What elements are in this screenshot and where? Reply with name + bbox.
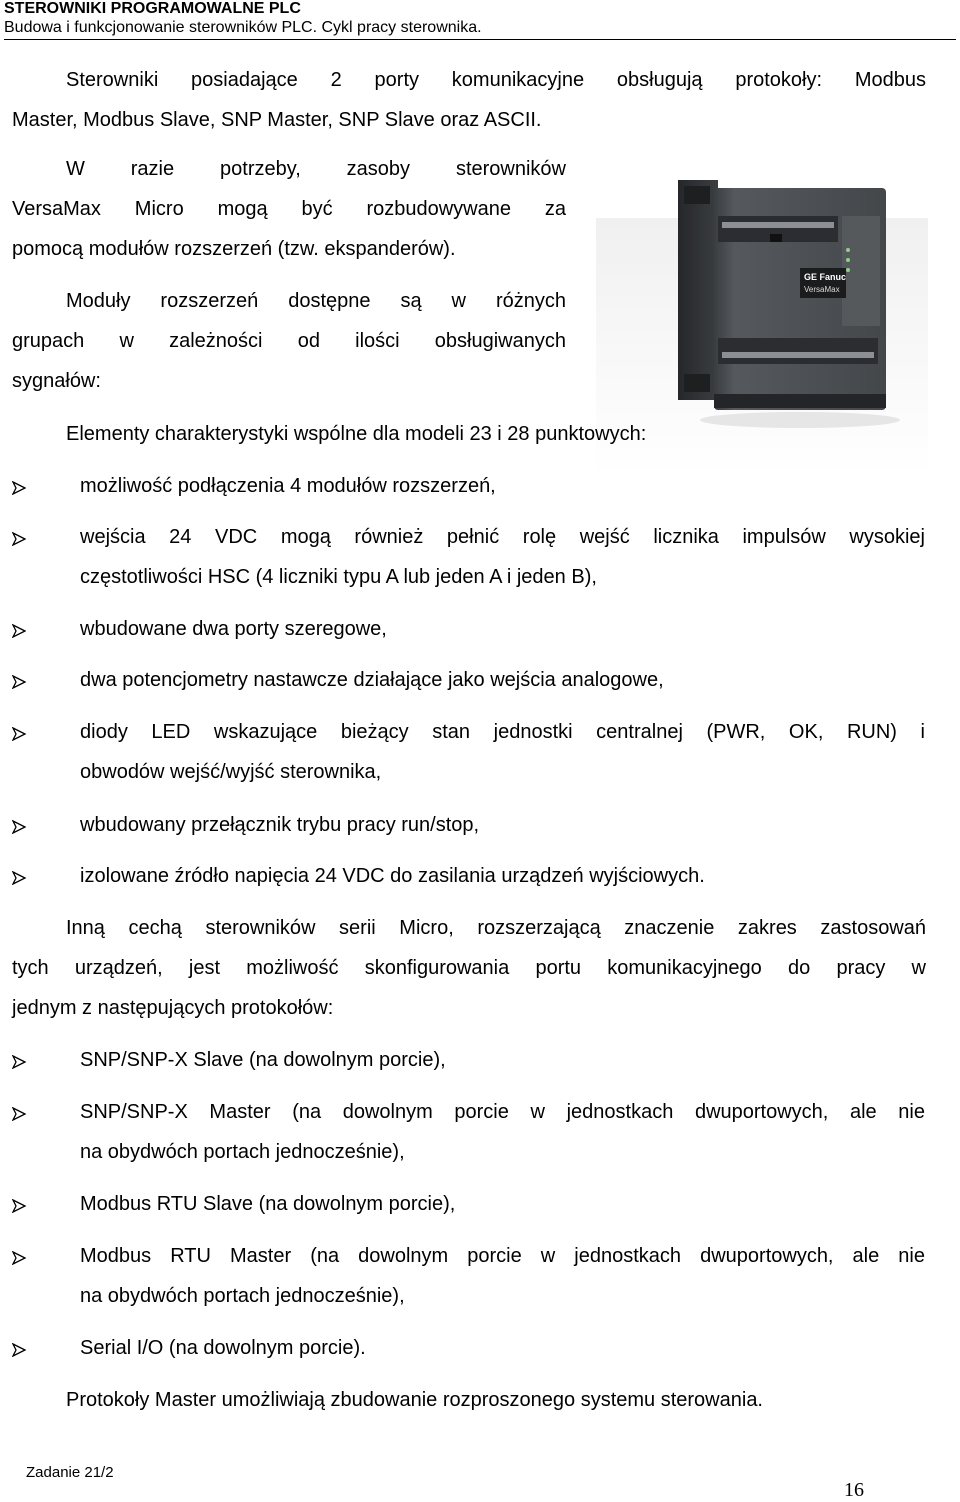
feature-item	[80, 712, 925, 792]
arrow-bullet-icon	[12, 871, 26, 885]
header-rule	[4, 39, 956, 40]
brand-label: GE Fanuc	[804, 272, 847, 282]
text-line: Master, Modbus Slave, SNP Master, SNP Slave oraz ASCII.	[12, 109, 542, 131]
arrow-bullet-icon	[12, 1055, 26, 1069]
text-line: izolowane źródło napięcia 24 VDC do zasilania urządzeń wyjściowych.	[80, 865, 705, 887]
protocol-item	[80, 1328, 925, 1368]
text-line: Modbus RTU Master (na dowolnym porcie w jednostkach dwuportowych, ale nie	[80, 1245, 925, 1267]
arrow-bullet-icon	[12, 727, 26, 741]
text-line: obwodów wejść/wyjść sterownika,	[80, 761, 382, 783]
text-line: częstotliwości HSC (4 liczniki typu A lub jeden A i jeden B),	[80, 566, 597, 588]
text-line: SNP/SNP-X Master (na dowolnym porcie w jednostkach dwuportowych, ale nie	[80, 1101, 925, 1123]
arrow-bullet-icon	[12, 624, 26, 638]
intro-paragraph-3	[12, 281, 566, 401]
protocol-item	[80, 1092, 925, 1172]
text-line: diody LED wskazujące bieżący stan jednostki centralnej (PWR, OK, RUN) i	[80, 721, 925, 743]
feature-item	[80, 660, 925, 700]
arrow-bullet-icon	[12, 1343, 26, 1357]
arrow-bullet-icon	[12, 481, 26, 495]
text-line: tych urządzeń, jest możliwość skonfigurowania portu komunikacyjnego do pracy w	[12, 957, 926, 979]
arrow-bullet-icon	[12, 1251, 26, 1265]
feature-item	[80, 856, 925, 896]
arrow-bullet-icon	[12, 1199, 26, 1213]
text-line: na obydwóch portach jednocześnie),	[80, 1141, 405, 1163]
footer-task-label: Zadanie 21/2	[26, 1464, 114, 1481]
text-line: na obydwóch portach jednocześnie),	[80, 1285, 405, 1307]
text-line: dwa potencjometry nastawcze działające jako wejścia analogowe,	[80, 669, 664, 691]
arrow-bullet-icon	[12, 820, 26, 834]
feature-item	[80, 517, 925, 597]
protocol-item	[80, 1040, 925, 1080]
text-line: sygnałów:	[12, 370, 101, 392]
text-line: VersaMax Micro mogą być rozbudowywane za	[12, 198, 566, 220]
feature-item	[80, 609, 925, 649]
arrow-bullet-icon	[12, 1107, 26, 1121]
text-line: Modbus RTU Slave (na dowolnym porcie),	[80, 1193, 456, 1215]
arrow-bullet-icon	[12, 532, 26, 546]
text-line: Serial I/O (na dowolnym porcie).	[80, 1337, 366, 1359]
page-number: 16	[844, 1479, 864, 1501]
header-title: STEROWNIKI PROGRAMOWALNE PLC	[4, 0, 301, 17]
header-subtitle: Budowa i funkcjonowanie sterowników PLC. Cykl pracy sterownika.	[4, 19, 482, 36]
arrow-bullet-icon	[12, 675, 26, 689]
features-heading: Elementy charakterystyki wspólne dla modeli 23 i 28 punktowych:	[66, 423, 647, 445]
feature-item	[80, 805, 925, 845]
intro-paragraph-1	[12, 60, 926, 140]
text-line: Inną cechą sterowników serii Micro, rozszerzającą znaczenie zakres zastosowań	[66, 917, 926, 939]
text-line: Moduły rozszerzeń dostępne są w różnych	[66, 290, 566, 312]
protocol-item	[80, 1236, 925, 1316]
text-line: SNP/SNP-X Slave (na dowolnym porcie),	[80, 1049, 446, 1071]
model-label: VersaMax	[804, 285, 840, 294]
intro-paragraph-2	[12, 149, 566, 269]
closing-paragraph: Protokoły Master umożliwiają zbudowanie rozproszonego systemu sterowania.	[66, 1389, 763, 1411]
text-line: wejścia 24 VDC mogą również pełnić rolę wejść licznika impulsów wysokiej	[80, 526, 925, 548]
protocols-intro-paragraph	[12, 908, 926, 1028]
text-line: Sterowniki posiadające 2 porty komunikacyjne obsługują protokoły: Modbus	[66, 69, 926, 91]
page-header	[4, 0, 482, 38]
text-line: W razie potrzeby, zasoby sterowników	[66, 158, 566, 180]
text-line: grupach w zależności od ilości obsługiwanych	[12, 330, 566, 352]
text-line: wbudowane dwa porty szeregowe,	[80, 618, 387, 640]
text-line: jednym z następujących protokołów:	[12, 997, 334, 1019]
text-line: wbudowany przełącznik trybu pracy run/stop,	[80, 814, 480, 836]
protocol-item	[80, 1184, 925, 1224]
feature-item	[80, 466, 925, 506]
text-line: pomocą modułów rozszerzeń (tzw. ekspanderów).	[12, 238, 456, 260]
text-line: możliwość podłączenia 4 modułów rozszerzeń,	[80, 475, 496, 497]
